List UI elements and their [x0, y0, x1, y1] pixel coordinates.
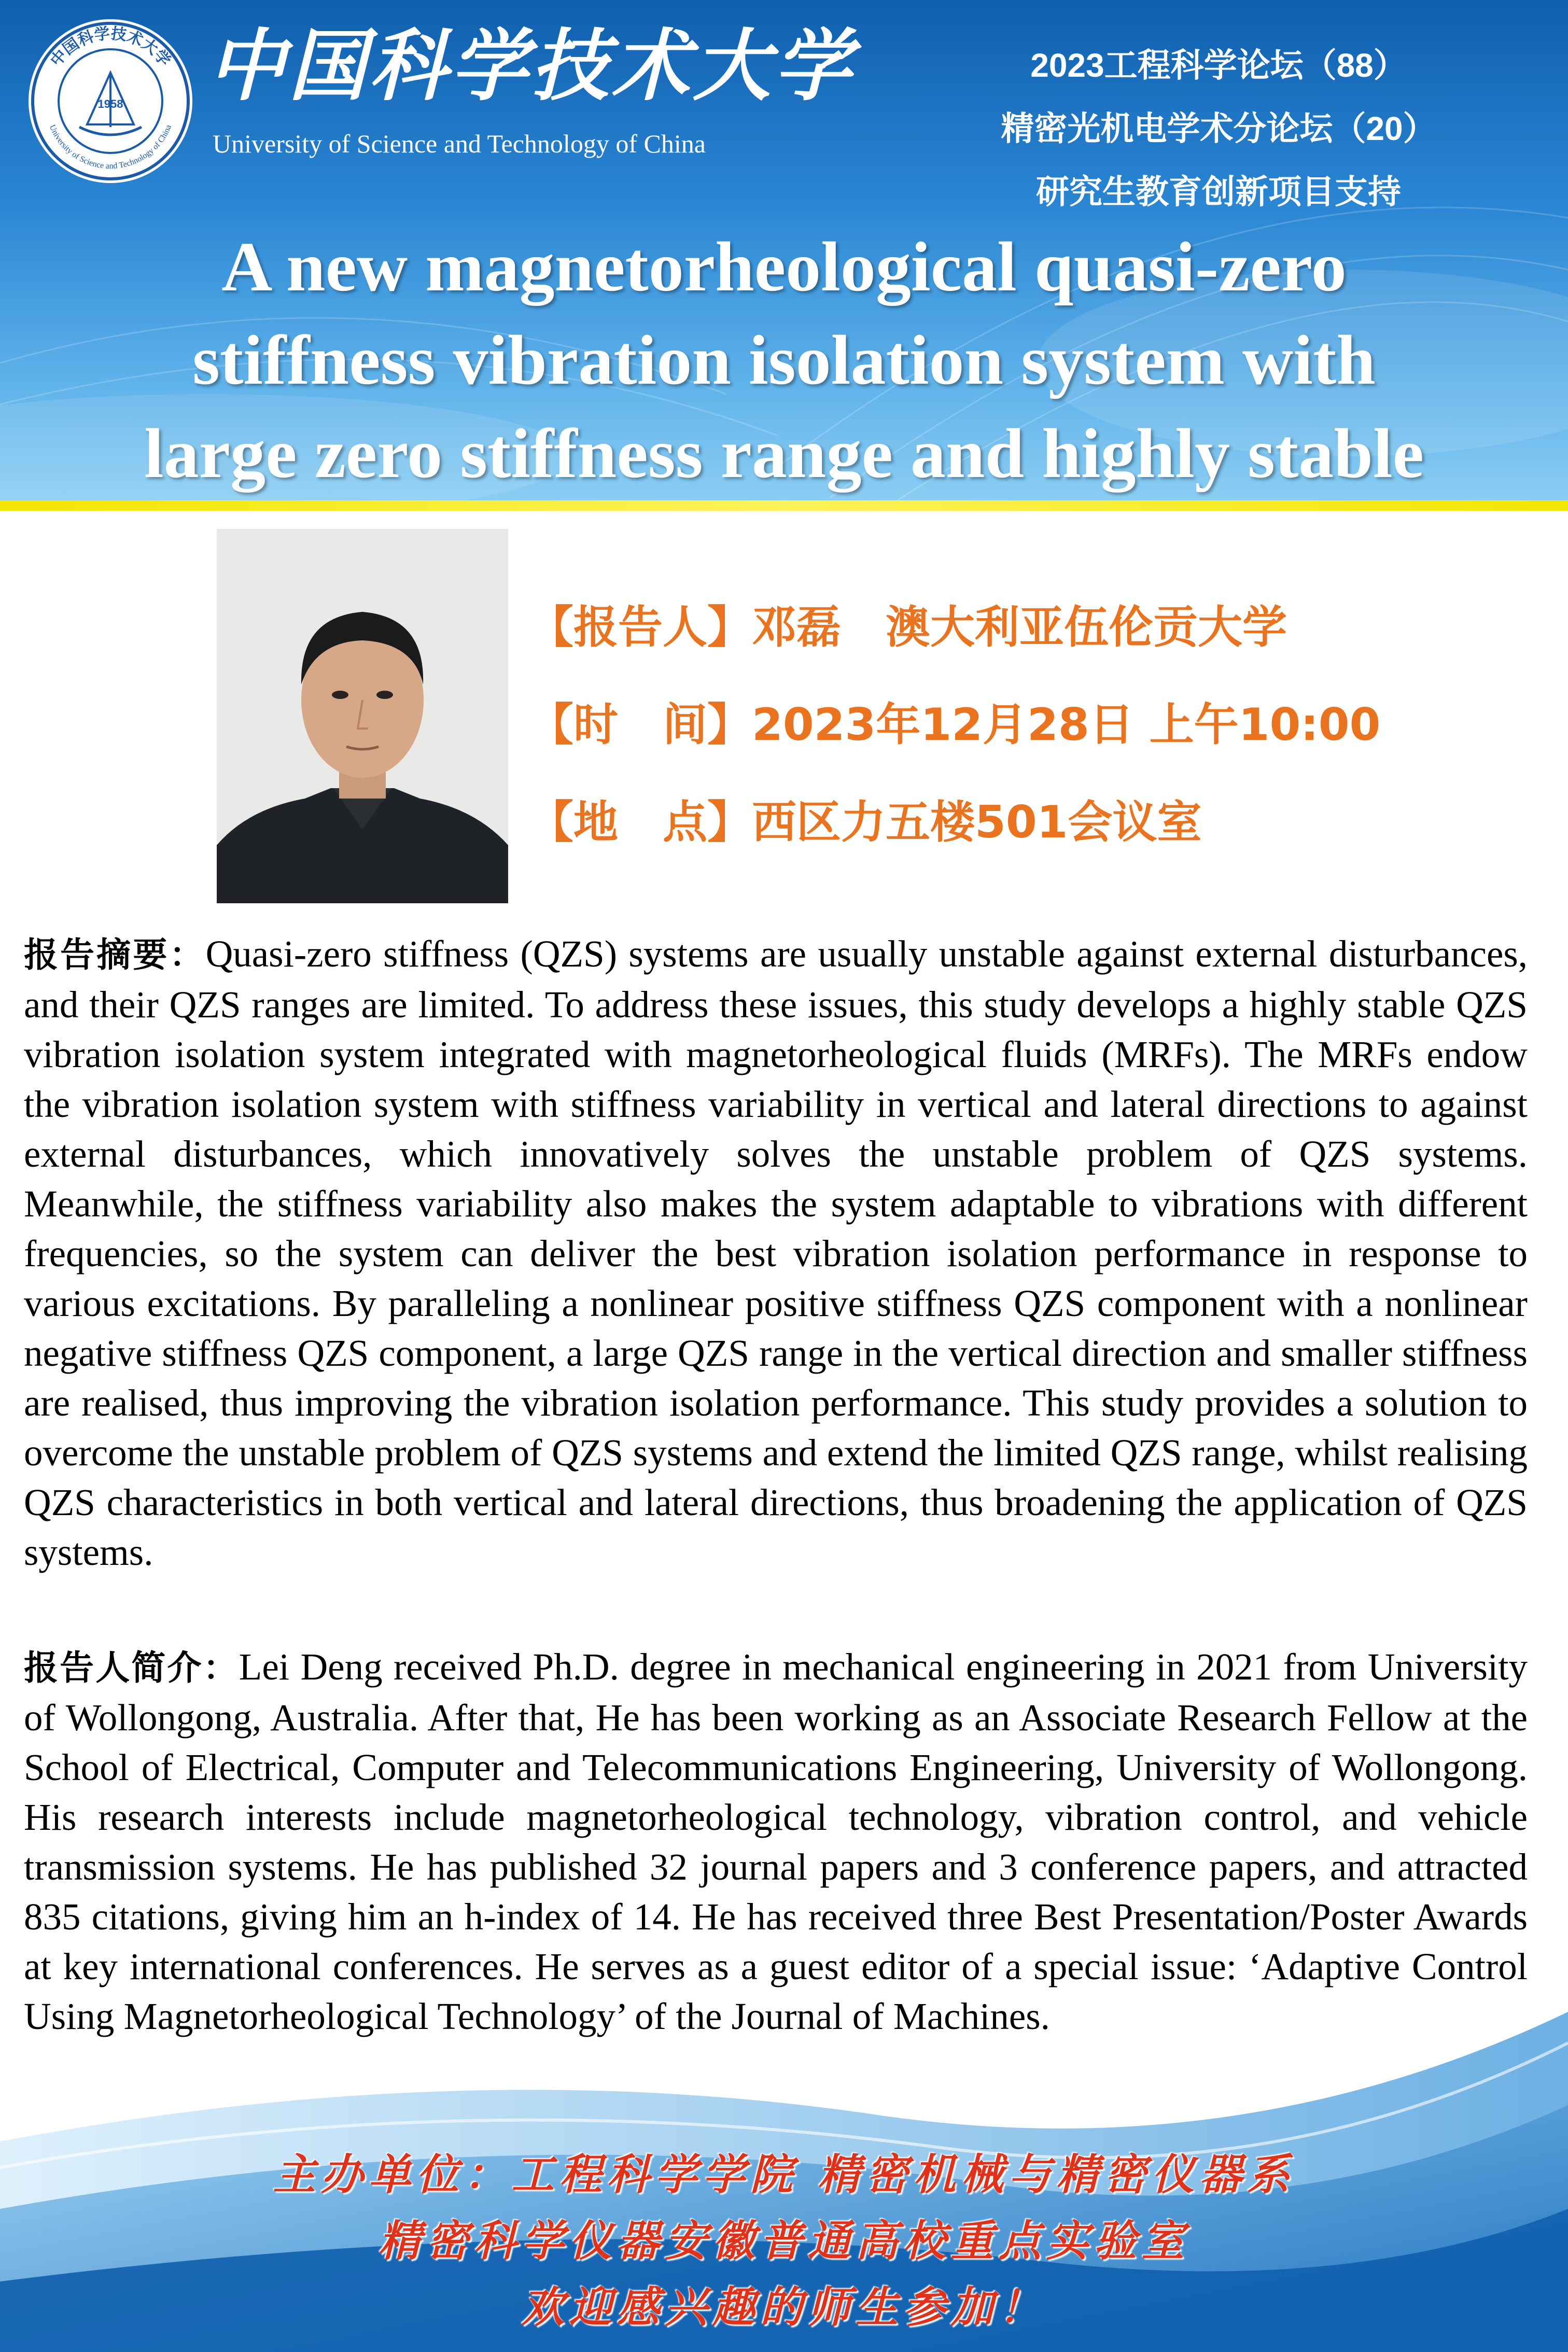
yellow-divider-strip — [0, 500, 1568, 511]
speaker-photo — [217, 529, 508, 903]
footer-line-1: 主办单位：工程科学学院 精密机械与精密仪器系 — [273, 2150, 1295, 2200]
time-label: 【时 间】 — [529, 699, 752, 751]
speaker-value: 邓磊 澳大利亚伍伦贡大学 — [752, 601, 1287, 653]
speaker-label: 【报告人】 — [529, 601, 752, 653]
seal-cn-text: 中国科学技术大学 — [47, 24, 174, 70]
seal-en-text: University of Science and Technology of China — [47, 123, 174, 171]
university-name-cn: 中国科学技术大学 — [207, 20, 855, 111]
forum-line-2: 精密光机电学术分论坛（20） — [1001, 110, 1436, 147]
event-info — [529, 596, 1540, 889]
speaker-portrait-icon — [217, 529, 508, 903]
title-line-2: stiffness vibration isolation system with — [192, 321, 1376, 399]
university-seal-icon — [25, 16, 196, 187]
title-line-1: A new magnetorheological quasi-zero — [221, 228, 1347, 306]
university-name-en: University of Science and Technology of China — [213, 129, 706, 158]
abstract-heading: 报告摘要： — [24, 935, 206, 975]
place-value: 西区力五楼501会议室 — [752, 796, 1202, 848]
time-row — [529, 694, 1540, 791]
bio-heading: 报告人简介： — [24, 1648, 239, 1688]
forum-line-3: 研究生教育创新项目支持 — [1036, 173, 1401, 211]
forum-line-1: 2023工程科学论坛（88） — [1030, 47, 1407, 84]
time-value: 2023年12月28日 上午10:00 — [752, 699, 1381, 751]
speaker-row — [529, 596, 1540, 694]
abstract-text: Quasi-zero stiffness (QZS) systems are usually unstable against external disturbances, and their QZS ranges are limited. To address these issues, this study develops a highly stable QZS vibration isolation system integrated with magnetorheological fluids (MRFs). The MRFs endow the vibration isolation system with stiffness variability in vertical and lateral directions to against external disturbances, which innovatively solves the unstable problem of QZS systems. Meanwhile, the stiffness variability also makes the system adaptable to vibrations with different frequencies, so the system can deliver the best vibration isolation performance in response to various excitations. By paralleling a nonlinear positive stiffness QZS component with a nonlinear negative stiffness QZS component, a large QZS range in the vertical direction and smaller stiffness are realised, thus improving the vibration isolation performance. This study provides a solution to overcome the unstable problem of QZS systems and extend the limited QZS range, whilst realising QZS characteristics in both vertical and lateral directions, thus broadening the application of QZS systems. — [24, 933, 1528, 1573]
place-row — [529, 791, 1540, 889]
bio-section — [24, 1642, 1528, 2041]
footer-line-3: 欢迎感兴趣的师生参加！ — [522, 2283, 1046, 2332]
footer-line-2: 精密科学仪器安徽普通高校重点实验室 — [379, 2216, 1189, 2266]
title-line-3: large zero stiffness range and highly stable — [144, 415, 1424, 493]
organizer-footer — [0, 2141, 1568, 2341]
talk-title — [31, 220, 1537, 500]
seal-year-text: 1958 — [97, 97, 123, 110]
place-label: 【地 点】 — [529, 796, 752, 848]
abstract-section — [24, 929, 1528, 1577]
header-banner — [0, 0, 1568, 511]
bio-text: Lei Deng received Ph.D. degree in mechanical engineering in 2021 from University of Wollongong, Australia. After that, He has been working as an Associate Research Fellow at the School of Electrical, Computer and Telecommunications Engineering, University of Wollongong. His research interests include magnetorheological technology, vibration control, and vehicle transmission systems. He has published 32 journal papers and 3 conference papers, and attracted 835 citations, giving him an h-index of 14. He has received three Best Presentation/Poster Awards at key international conferences. He serves as a guest editor of a special issue: ‘Adaptive Control Using Magnetorheological Technology’ of the Journal of Machines. — [24, 1646, 1528, 2037]
forum-info — [933, 34, 1504, 223]
